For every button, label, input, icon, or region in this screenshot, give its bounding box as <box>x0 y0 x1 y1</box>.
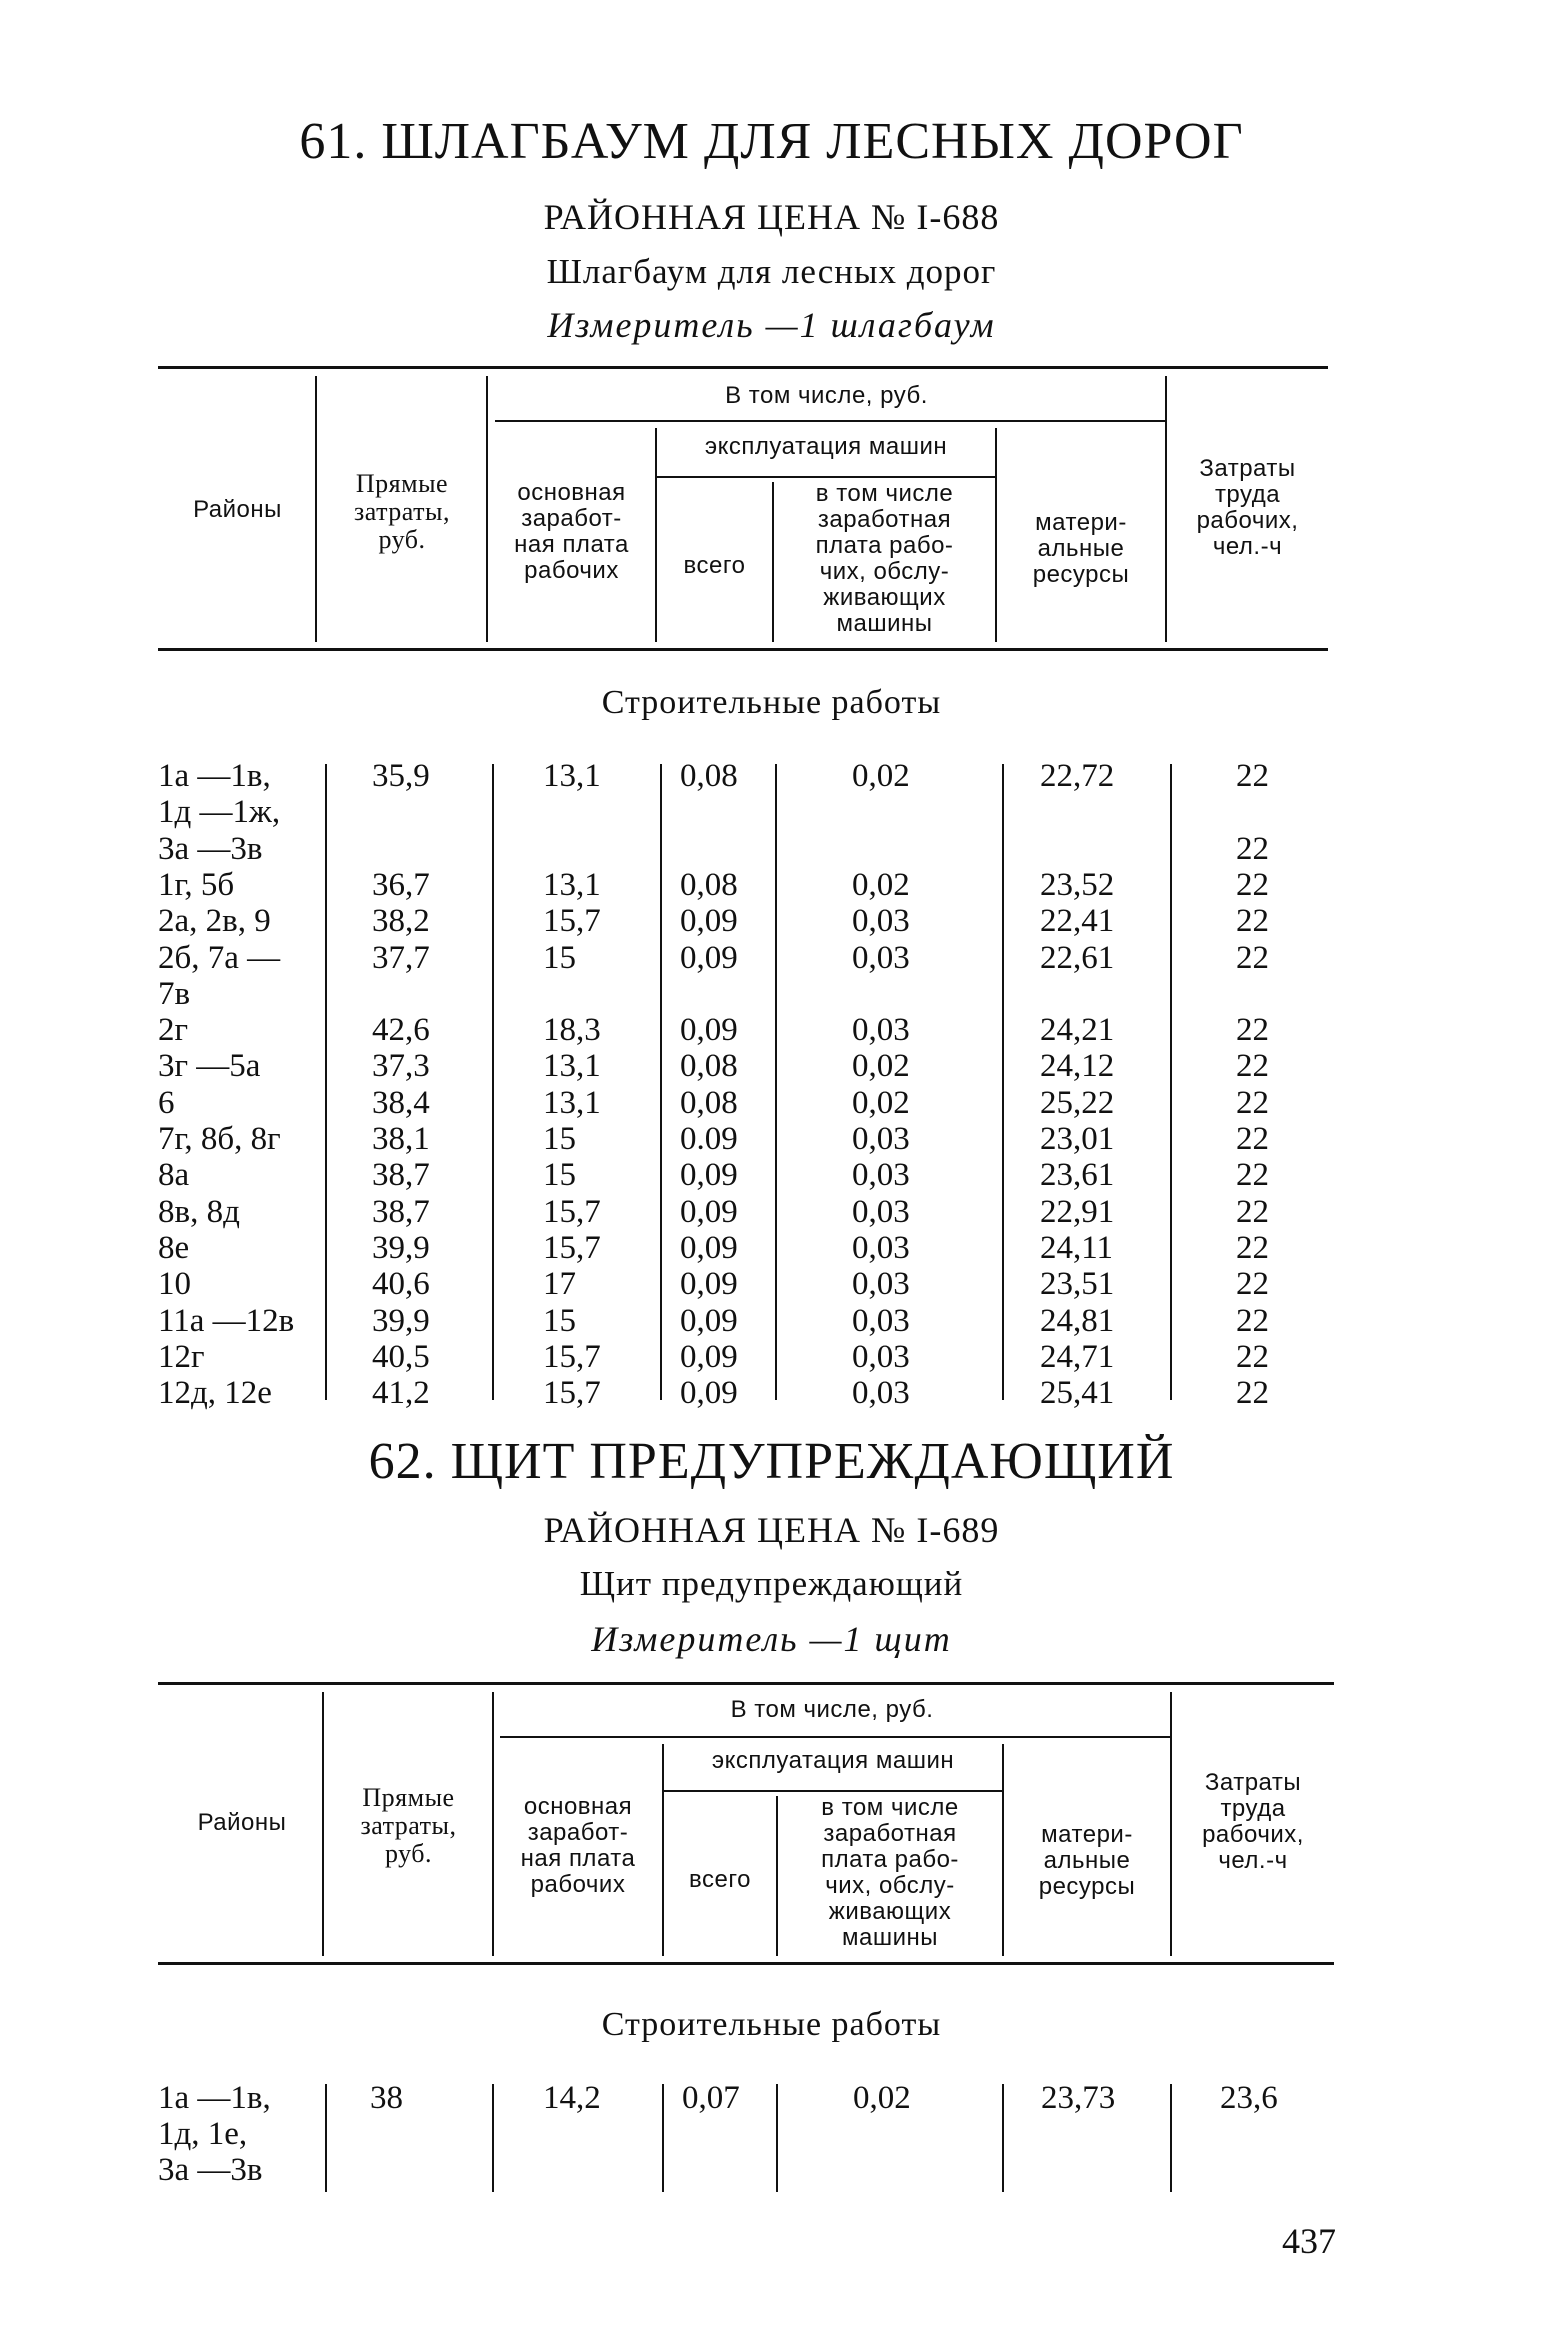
region-cell: 10 <box>158 1266 191 1303</box>
direct-cell: 38,7 <box>372 1157 430 1194</box>
labor-cell: 22 <box>1236 1012 1269 1049</box>
total-cell: 0,08 <box>680 866 738 903</box>
region-cell: 1д —1ж, <box>158 794 281 831</box>
region-cell: 8в, 8д <box>158 1193 240 1230</box>
direct-cell: 40,5 <box>372 1338 430 1375</box>
material-cell: 22,72 <box>1040 758 1115 794</box>
direct-cell: 35,9 <box>372 758 430 794</box>
col-sep <box>315 376 317 642</box>
wage-cell: 18,3 <box>543 1012 601 1049</box>
col-sep <box>662 1744 664 1956</box>
wage-cell: 13,1 <box>543 758 601 794</box>
region-cell: 2б, 7а — <box>158 939 281 976</box>
material-cell: 23,61 <box>1040 1157 1115 1194</box>
labor-cell: 22 <box>1236 1302 1269 1339</box>
material-cell: 22,41 <box>1040 903 1115 940</box>
direct-cell: 41,2 <box>372 1375 430 1412</box>
wage-cell: 13,1 <box>543 866 601 903</box>
col-sep <box>325 764 327 1400</box>
wage-cell: 17 <box>543 1266 576 1303</box>
col-sep <box>322 1692 324 1956</box>
region-cell: 3а —3в <box>158 830 263 867</box>
labor-cell: 22 <box>1236 1375 1269 1412</box>
direct-cell: 38,2 <box>372 903 430 940</box>
wage-cell: 15,7 <box>543 1338 601 1375</box>
region-cell: 3г —5а <box>158 1048 261 1085</box>
region-cell: 7г, 8б, 8г <box>158 1121 281 1157</box>
material-cell: 22,91 <box>1040 1193 1115 1230</box>
region-cell: 1а —1в, <box>158 758 271 794</box>
header-wage-machines: в том числе заработная плата рабо- чих, обслу- живающих машины <box>815 480 954 637</box>
wage-cell: 13,1 <box>543 1084 601 1121</box>
wage-cell: 15 <box>543 1121 576 1157</box>
header-wage: основная заработ- ная плата рабочих <box>520 1793 636 1898</box>
total-cell: 0,09 <box>680 1338 738 1375</box>
material-cell: 24,11 <box>1040 1229 1114 1266</box>
header-regions: Районы <box>193 496 282 523</box>
total-cell: 0,09 <box>680 1157 738 1194</box>
direct-cell: 42,6 <box>372 1012 430 1049</box>
total-cell: 0,09 <box>680 1375 738 1412</box>
table-top-rule <box>158 366 1328 369</box>
wage-cell: 15,7 <box>543 903 601 940</box>
wage-mach-cell: 0,02 <box>852 758 910 794</box>
header-material: матери- альные ресурсы <box>1032 509 1130 588</box>
wage-cell: 14,2 <box>543 2080 601 2116</box>
labor-cell: 22 <box>1236 939 1269 976</box>
header-machines: эксплуатация машин <box>704 433 948 460</box>
region-cell: 7в <box>158 975 191 1012</box>
region-cell: 1д, 1е, <box>158 2116 248 2152</box>
col-sep <box>655 428 657 642</box>
col-sep <box>1002 764 1004 1400</box>
region-cell: 11а —12в <box>158 1302 295 1339</box>
labor-cell: 22 <box>1236 1266 1269 1303</box>
header-machines: эксплуатация машин <box>711 1747 955 1774</box>
material-cell: 24,21 <box>1040 1012 1115 1049</box>
wage-mach-cell: 0,03 <box>852 1302 910 1339</box>
wage-mach-cell: 0,03 <box>852 1229 910 1266</box>
section-62-price: РАЙОННАЯ ЦЕНА № I-689 <box>543 1510 1000 1550</box>
region-cell: 8е <box>158 1229 190 1266</box>
section-62-subheading: Строительные работы <box>601 2006 942 2043</box>
total-cell: 0,09 <box>680 1193 738 1230</box>
wage-mach-cell: 0,03 <box>852 903 910 940</box>
section-61-price: РАЙОННАЯ ЦЕНА № I-688 <box>543 197 1000 237</box>
header-total: всего <box>689 1866 751 1893</box>
section-61-subheading: Строительные работы <box>601 684 942 721</box>
col-sep <box>660 764 662 1400</box>
material-cell: 22,61 <box>1040 939 1115 976</box>
direct-cell: 37,7 <box>372 939 430 976</box>
labor-cell: 22 <box>1236 1084 1269 1121</box>
material-cell: 23,51 <box>1040 1266 1115 1303</box>
wage-mach-cell: 0,02 <box>852 866 910 903</box>
section-61-title: 61. ШЛАГБАУМ ДЛЯ ЛЕСНЫХ ДОРОГ <box>299 113 1244 170</box>
wage-cell: 15,7 <box>543 1229 601 1266</box>
wage-mach-cell: 0,03 <box>852 1157 910 1194</box>
direct-cell: 40,6 <box>372 1266 430 1303</box>
total-cell: 0,09 <box>680 1012 738 1049</box>
col-sep <box>1002 2084 1004 2192</box>
section-61-measure: Измеритель —1 шлагбаум <box>547 305 996 345</box>
wage-mach-cell: 0,03 <box>852 1338 910 1375</box>
header-direct-costs: Прямые затраты, руб. <box>353 469 450 554</box>
wage-mach-cell: 0,02 <box>853 2080 911 2116</box>
labor-cell: 22 <box>1236 1338 1269 1375</box>
table-top-rule <box>158 1682 1334 1685</box>
region-cell: 6 <box>158 1084 175 1121</box>
region-cell: 1а —1в, <box>158 2080 271 2116</box>
labor-cell: 22 <box>1236 758 1269 794</box>
header-including: В том числе, руб. <box>725 382 928 409</box>
machines-rule <box>655 476 995 478</box>
material-cell: 23,52 <box>1040 866 1115 903</box>
wage-mach-cell: 0,02 <box>852 1084 910 1121</box>
direct-cell: 39,9 <box>372 1302 430 1339</box>
material-cell: 23,73 <box>1041 2080 1116 2116</box>
direct-cell: 38,4 <box>372 1084 430 1121</box>
wage-cell: 13,1 <box>543 1048 601 1085</box>
header-labor: Затраты труда рабочих, чел.-ч <box>1196 455 1299 560</box>
labor-cell: 22 <box>1236 830 1269 867</box>
table-header-bottom-rule <box>158 648 1328 651</box>
material-cell: 24,71 <box>1040 1338 1115 1375</box>
section-62-name: Щит предупреждающий <box>579 1564 964 1603</box>
total-cell: 0,08 <box>680 758 738 794</box>
header-including: В том числе, руб. <box>730 1696 934 1723</box>
header-labor: Затраты труда рабочих, чел.-ч <box>1202 1769 1304 1874</box>
labor-cell: 22 <box>1236 1121 1269 1157</box>
labor-cell: 22 <box>1236 1229 1269 1266</box>
direct-cell: 38,1 <box>372 1121 430 1157</box>
machines-rule <box>662 1790 1002 1792</box>
region-cell: 2а, 2в, 9 <box>158 903 271 940</box>
col-sep <box>492 764 494 1400</box>
header-direct-costs: Прямые затраты, руб. <box>360 1783 457 1868</box>
region-cell: 3а —3в <box>158 2152 263 2188</box>
labor-cell: 22 <box>1236 866 1269 903</box>
labor-cell: 22 <box>1236 1048 1269 1085</box>
section-62-title: 62. ЩИТ ПРЕДУПРЕЖДАЮЩИЙ <box>368 1433 1175 1490</box>
labor-cell: 23,6 <box>1220 2080 1278 2116</box>
total-cell: 0,09 <box>680 1302 738 1339</box>
page-number: 437 <box>1282 2221 1336 2261</box>
wage-mach-cell: 0,03 <box>852 1375 910 1412</box>
region-cell: 1г, 5б <box>158 866 235 903</box>
including-rule <box>495 420 1165 422</box>
labor-cell: 22 <box>1236 1193 1269 1230</box>
wage-mach-cell: 0,03 <box>852 1193 910 1230</box>
including-rule <box>500 1736 1170 1738</box>
header-regions: Районы <box>197 1809 287 1836</box>
labor-cell: 22 <box>1236 903 1269 940</box>
wage-mach-cell: 0,03 <box>852 1012 910 1049</box>
total-cell: 0,08 <box>680 1084 738 1121</box>
col-sep <box>325 2084 327 2192</box>
total-cell: 0,07 <box>682 2080 740 2116</box>
region-cell: 2г <box>158 1012 189 1049</box>
material-cell: 23,01 <box>1040 1121 1115 1157</box>
direct-cell: 38,7 <box>372 1193 430 1230</box>
col-sep <box>1170 2084 1172 2192</box>
wage-mach-cell: 0,03 <box>852 939 910 976</box>
header-wage-machines: в том числе заработная плата рабо- чих, обслу- живающих машины <box>821 1794 959 1951</box>
material-cell: 24,81 <box>1040 1302 1115 1339</box>
col-sep <box>662 2084 664 2192</box>
header-wage: основная заработ- ная плата рабочих <box>514 479 629 584</box>
region-cell: 12д, 12е <box>158 1375 272 1412</box>
material-cell: 25,22 <box>1040 1084 1115 1121</box>
direct-cell: 39,9 <box>372 1229 430 1266</box>
labor-cell: 22 <box>1236 1157 1269 1194</box>
direct-cell: 36,7 <box>372 866 430 903</box>
col-sep <box>1170 764 1172 1400</box>
header-total: всего <box>683 552 746 579</box>
total-cell: 0,09 <box>680 1229 738 1266</box>
direct-cell: 37,3 <box>372 1048 430 1085</box>
material-cell: 24,12 <box>1040 1048 1115 1085</box>
section-62-measure: Измеритель —1 щит <box>591 1619 952 1659</box>
col-sep <box>492 2084 494 2192</box>
wage-cell: 15 <box>543 939 576 976</box>
region-cell: 8а <box>158 1157 190 1194</box>
total-cell: 0.09 <box>680 1121 738 1157</box>
table-header-bottom-rule <box>158 1962 1334 1965</box>
header-material: матери- альные ресурсы <box>1038 1821 1136 1900</box>
col-sep <box>775 764 777 1400</box>
total-cell: 0,08 <box>680 1048 738 1085</box>
total-cell: 0,09 <box>680 939 738 976</box>
wage-cell: 15,7 <box>543 1375 601 1412</box>
wage-cell: 15 <box>543 1302 576 1339</box>
direct-cell: 38 <box>370 2080 403 2116</box>
material-cell: 25,41 <box>1040 1375 1115 1412</box>
total-cell: 0,09 <box>680 903 738 940</box>
wage-mach-cell: 0,03 <box>852 1266 910 1303</box>
section-61-name: Шлагбаум для лесных дорог <box>546 252 997 291</box>
region-cell: 12г <box>158 1338 205 1375</box>
wage-cell: 15,7 <box>543 1193 601 1230</box>
total-cell: 0,09 <box>680 1266 738 1303</box>
wage-cell: 15 <box>543 1157 576 1194</box>
wage-mach-cell: 0,03 <box>852 1121 910 1157</box>
col-sep <box>776 2084 778 2192</box>
wage-mach-cell: 0,02 <box>852 1048 910 1085</box>
